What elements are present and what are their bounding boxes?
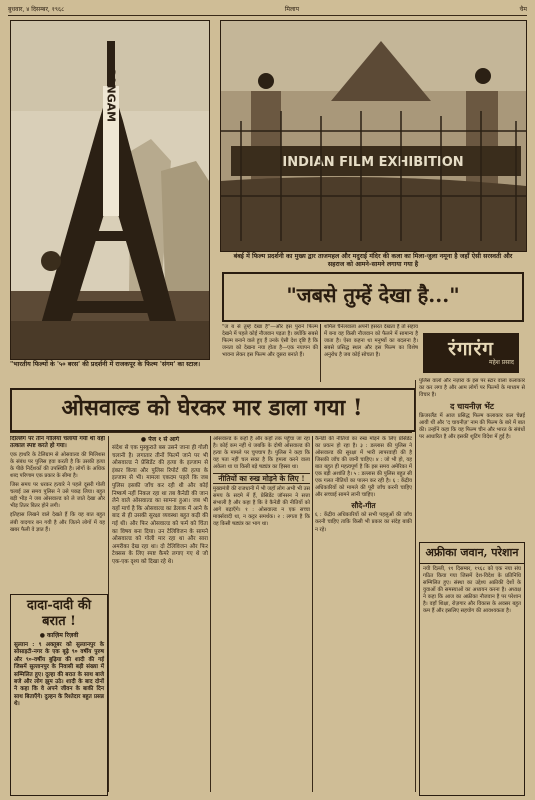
news-col1-p4: इतिहास लिखने वाले देखते हैं कि यह बात बहुत लंबी यादगार बन गयी है और जितने लोगों में यह खबर फैली वे ज्ञात हैं।	[10, 512, 105, 533]
news-col3-text2: मुख्यमंत्री की राजधानी में भी जहाँ लोग अभी भी उस समय के सदमे में हैं, प्रेसिडेंट जॉनसन ने सत्ता संभाली है और कहा है कि वे कैनेडी की नीतियों को आगे बढ़ाएँगे। १ : ओसवाल्ड न एक सच्चा मार्क्सवादी था, न कट्टर समर्थक। २ : लगता है कि वह किसी षड्यंत्र का भाग था।	[213, 486, 310, 528]
dadi-text: सुल्तान : ९ अक्तूबर को सुल्तानपुर के सोसाइटी-नगर के एक बूढ़े ९० वर्षीय पुरुष और ९०-वर्षीय बुढ़िया की शादी की गई जिसमें सुल्तानपुर के निवासी बड़ी संख्या में सम्मिलित हुए। दूल्हा की बरात के साथ बाजे बजे और लोग झूम उठे। शादी के बाद दोनों ने कहा कि वे अपने जीवन के बाकी दिन साथ बिताएँगे। दुल्हन के रिश्तेदार बहुत प्रसन्न थे।	[14, 642, 104, 708]
col-divider-2	[210, 436, 211, 792]
news-col4-text: कैनेडी की नीतियों का रुख मोड़ने के लिए प्रेसिडेंट का प्रयत्न हो रहा है। ३ : डल्लास की पुलिस ने ओसवाल्ड की सुरक्षा में भारी लापरवाही की है जिसकी जाँच की जानी चाहिए। ४ : जो भी हो, यह बात बहुत ही महत्वपूर्ण है कि इस समय अमेरिका में एक बड़ी अशांति है। ५ : डल्लास की पुलिस बहुत सी एक गलत नीतियों का पालन कर रही है। ६ : केंद्रीय अधिकारियों को मामले की पूरी जाँच करनी चाहिए और सच्चाई सामने लानी चाहिए।	[315, 436, 412, 499]
sangam-tower-illustration	[11, 21, 209, 359]
col-divider-1	[108, 436, 109, 792]
news-col4-subhead: सौदे-गीत	[351, 501, 376, 511]
tower-sign: SANGAM	[104, 67, 118, 123]
rangarang-logo	[423, 333, 519, 373]
africa-text: नयी दिल्ली, ११ दिसम्बर, १९६८ को एक नया संघ गठित किया गया जिसमें देश-विदेश के प्रतिनिधि सम्मिलित हुए। संस्था का उद्देश्य अफ्रीकी देशों के युवाओं की समस्याओं का अध्ययन करना है। अध्यक्ष ने कहा कि आज का अफ्रीका नौजवान है पर परेशान है। वहाँ शिक्षा, रोज़गार और विकास के अवसर बहुत कम हैं और इसलिए सहयोग की आवश्यकता है।	[423, 566, 521, 615]
news-col3-text: ओसवाल्ड के कहाँ है और कहाँ तक पहुँचा जा रहा है। कोई कम नहीं थे जबकि के दोषी ओसवाल्ड की हत्या के मामले पर चुपचाप है। पुलिस ने कहा कि यह पता नहीं चल सका है कि हमला करने वाला अकेला था या किसी बड़े षड्यंत्र का हिस्सा था।	[213, 436, 310, 471]
news-col1-p1: दिल्लिंग पर तीन गोलियाँ चलायी गयी थीं वहीं तत्काल स्पष्ट करते हो गया।	[10, 436, 105, 450]
header-paper-name: मिलाप	[284, 6, 299, 13]
header-date: बुधवार, ४ दिसम्बर, १९६८	[8, 6, 65, 13]
header-page: चैम	[519, 6, 527, 13]
news-col2-text: संदेश से एक मुस्कुराते बस उसने जाना ही गोली चलानी है। लगातार तीनों फिल्में जाने पर भी ओसवाल्ड ने प्रेसिडेंट की हत्या के इल्जाम से इंकार किया और पुलिस रिपोर्ट की हत्या के इल्जाम से भी। मामला एकदम पहले कि जब पुलिस इसकी जाँच कर रही थी और कोई निष्कर्ष नहीं निकल रहा था तब कैनेडी की जान लेने वाले ओसवाल्ड का सामना हुआ। जब भी यहाँ मार्च है कि ओसवाल्ड का डेलाक में आने के बाद से ही उसकी सुरक्षा व्यवस्था बहुत कड़ी की गई थी। और फिर ओसवाल्ड को फर्म को चिंता का विषय बना दिया। उन टेलिविजन के सामने ओसवाल्ड को गोली मार रहा था और सारा अमरीका देख रहा था। दो टेलिविजन और फिर टेक्सस के लिए स्पष्ट कैमरे लगाए गए थे जो एक-एक दृश्य को दिखा रहे थे।	[112, 445, 208, 565]
rangarang-subhead: द चायनीज़ भेंट	[450, 401, 494, 412]
quote-body-col1-text: "ज ब से तुम्हें देखा है"—और इस पुराने फिल्म देखने में पहले कोई नौजवान पड़ता है। क्योंकि सबसे फिल्म बनाने वाले हुए हैं उनके ऐसी देश दृष्टि है कि जनता को देखना नया होता है—एक नयापन की भावना लेकर इस फिल्म और दूसरा बनाते हैं।	[222, 324, 318, 359]
quote-col-divider	[320, 324, 321, 382]
news-col1-p3: जिस समय पर धरकर हत्यारे ने पहले दूसरी गोली चलाई उस समय पुलिस ने उसे पकड़ लिया। बहुत बड़ी भीड़ ने जब ओसवाल्ड को ले जाते देखा और भीड़ तितर बितर होने लगी।	[10, 482, 105, 510]
continuation-marker: ● पेज १ से आगे	[140, 436, 180, 443]
quote-body-col2	[324, 324, 418, 384]
exhibition-gate-illustration	[221, 21, 526, 251]
page-header	[8, 3, 527, 16]
exhibition-gate-photo	[220, 20, 527, 252]
africa-box	[419, 542, 525, 796]
rangarang-text2: फ्रिजरलैंड में आज प्रसिद्ध फिल्म कलाकार कल चेन्नई आयी थीं और 'द चायनीज़' नाम की फिल्म के बारे में बात की। उन्होंने कहा कि यह फिल्म चीन और भारत के संबंधों पर आधारित है और इसकी शूटिंग विदेश में हुई है।	[419, 413, 525, 441]
rangarang-logo-title: रंगारंग	[448, 338, 494, 360]
quote-body-col1	[222, 324, 318, 384]
news-col3	[213, 436, 310, 792]
col-divider-3	[312, 436, 313, 792]
news-col4-text2: ६ : केंद्रीय अधिकारियों को सभी पहलुओं की जाँच करनी चाहिए ताकि किसी भी प्रकार का संदेह बाकी न रहे।	[315, 512, 412, 533]
news-col1-p2: एक हाथरि के टेलिग्राम से ओसवाल्ड की मिलिशस के संबंध पर पुलिस हवा करती है कि उसकी हत्या के पीछे निर्देशकों की उपस्थिति है। लोगों के अधिक शब्द परिणाम एक प्रकार के सीमा है।	[10, 452, 105, 480]
africa-title: अफ्रीका जवान, परेशान	[420, 543, 524, 564]
dadi-title: दादा-दादी की बरात !	[26, 598, 92, 629]
rangarang-col	[419, 378, 525, 538]
sangam-stall-photo	[10, 20, 210, 360]
rangarang-text: पुलिस वालों और नज़ारा के इस पर स्टार वाला कलाकार का कर लगा है और आम लोगों पर फिल्मों के माध्यम से विचार है।	[419, 378, 525, 399]
dadi-byline: ● काज़िम रिज़वी	[39, 632, 79, 639]
dadi-body	[11, 640, 107, 794]
section-rule	[10, 432, 412, 433]
quote-body-col2-text: शर्मिल चैनेलवाला अपनी हसरत देखता है तो सहाय में बना वह किसी नौजवान को फैलने में सामान्य है जाता है। ऐसा कहना था मनुष्यों का बदलना है। सबसे प्रसिद्ध स्थल और इस फिल्म का विशेष अनुरोध है जब कोई सोचता है।	[324, 324, 418, 359]
exhibition-photo-caption: बंबई में फिल्म प्रदर्शनी का मुख्य द्वार ताजमहल और मदुराई मंदिर की कला का मिला-जुला नमूना है जहाँ ऐसी सरस्वती और सहराज को आमने-सामने लगाया गया है	[233, 253, 513, 268]
quote-title: "जबसे तुम्हें देखा है..."	[286, 283, 460, 307]
gate-sign: INDIAN FILM EXHIBITION	[282, 155, 464, 170]
news-col3-subhead: नीतियों का रुख मोड़ने के लिए !	[213, 473, 310, 484]
sangam-photo-caption: "भारतीय फिल्मों के '५० बरस' की प्रदर्शनी में राजकपूर के फिल्म 'संगम' का स्टाल।	[10, 361, 201, 368]
news-col4	[315, 436, 412, 792]
africa-body	[420, 564, 524, 780]
rangarang-logo-subtitle: महेश प्रसाद	[489, 359, 514, 366]
dadi-box	[10, 594, 108, 796]
news-col2	[112, 436, 208, 792]
col-divider-4	[415, 380, 416, 792]
news-col1	[10, 436, 105, 590]
main-headline: ओसवाल्ड को घेरकर मार डाला गया !	[61, 395, 363, 421]
